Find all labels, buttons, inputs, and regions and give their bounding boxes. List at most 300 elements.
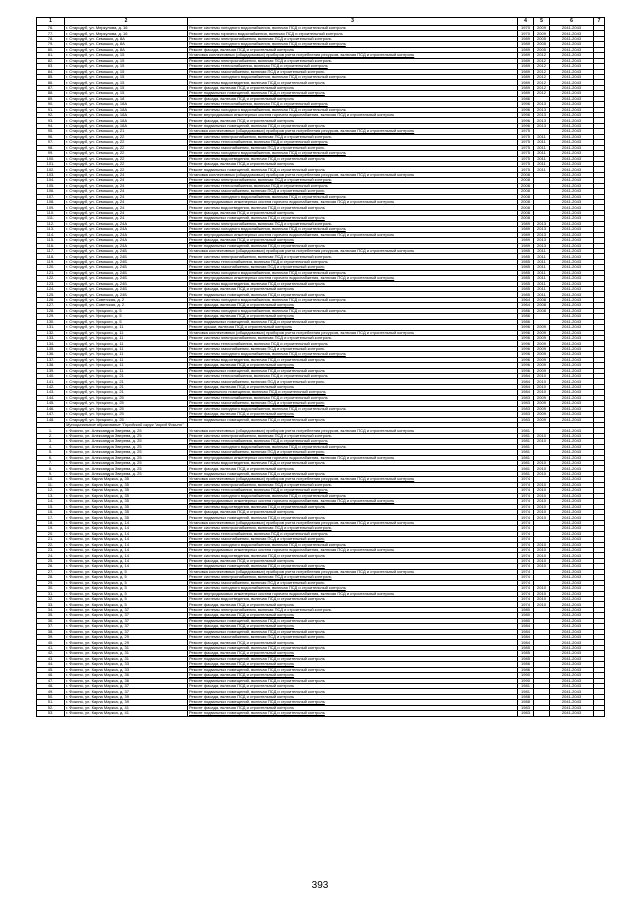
row-number-cell: 47. bbox=[37, 678, 65, 683]
row-number-cell: 21. bbox=[37, 537, 65, 542]
planned-period-cell: 2041-2043 bbox=[550, 254, 594, 259]
address-cell: г. Стародуб, ул. Семашко, д. 24Б bbox=[65, 270, 188, 275]
address-cell: г. Фокино, ул. Александра Зверева, д. 25 bbox=[65, 461, 188, 466]
address-cell: г. Стародуб, ул. Урицкого, д. 5 bbox=[65, 308, 188, 313]
address-cell: г. Фокино, ул. Карла Маркса, д. 33 bbox=[65, 662, 188, 667]
work-type-cell: Ремонт системы газоснабжения, включая ПСД и строительный контроль bbox=[188, 346, 518, 351]
address-cell: г. Фокино, ул. Карла Маркса, д. 41 bbox=[65, 711, 188, 716]
year-built-cell: 1981 bbox=[518, 444, 534, 449]
address-cell: г. Фокино, ул. Карла Маркса, д. 5 bbox=[65, 591, 188, 596]
work-type-cell: Ремонт подвальных помещений, включая ПСД и строительный контроль bbox=[188, 417, 518, 422]
year-last-repair-cell: 2011 bbox=[534, 254, 550, 259]
address-cell: г. Фокино, ул. Александра Зверева, д. 25 bbox=[65, 471, 188, 476]
planned-period-cell: 2041-2043 bbox=[550, 531, 594, 536]
address-cell: г. Фокино, ул. Карла Маркса, д. 37 bbox=[65, 624, 188, 629]
planned-period-cell: 2041-2043 bbox=[550, 303, 594, 308]
planned-period-cell: 2041-2043 bbox=[550, 548, 594, 553]
work-type-cell: Ремонт системы холодного водоснабжения, включая ПСД и строительный контроль bbox=[188, 542, 518, 547]
planned-period-cell: 2041-2043 bbox=[550, 509, 594, 514]
row-number-cell: 33. bbox=[37, 602, 65, 607]
row-number-cell: 140. bbox=[37, 374, 65, 379]
year-last-repair-cell: 2010 bbox=[534, 384, 550, 389]
row-number-cell: 45. bbox=[37, 667, 65, 672]
planned-period-cell: 2041-2043 bbox=[550, 379, 594, 384]
year-built-cell: 1981 bbox=[518, 683, 534, 688]
row-number-cell: 37. bbox=[37, 624, 65, 629]
address-cell: г. Стародуб, ул. Семашко, д. 15 bbox=[65, 74, 188, 79]
address-cell: г. Стародуб, ул. Семашко, д. 22 bbox=[65, 156, 188, 161]
year-last-repair-cell: 2010 bbox=[534, 379, 550, 384]
work-type-cell: Ремонт системы электроснабжения, включая ПСД и строительный контроль bbox=[188, 58, 518, 63]
planned-period-cell: 2041-2043 bbox=[550, 248, 594, 253]
year-last-repair-cell: 2009 bbox=[534, 357, 550, 362]
address-cell: г. Стародуб, ул. Семашко, д. 22 bbox=[65, 161, 188, 166]
year-last-repair-cell: 2011 bbox=[534, 265, 550, 270]
address-cell: г. Стародуб, ул. Семашко, д. 24 bbox=[65, 183, 188, 188]
year-last-repair-cell: 2010 bbox=[534, 461, 550, 466]
work-type-cell: Ремонт системы электроснабжения, включая ПСД и строительный контроль bbox=[188, 134, 518, 139]
work-type-cell: Ремонт фасада, включая ПСД и строительный контроль bbox=[188, 96, 518, 101]
year-last-repair-cell: 2011 bbox=[534, 270, 550, 275]
planned-period-cell: 2041-2043 bbox=[550, 466, 594, 471]
row-number-cell: 91. bbox=[37, 107, 65, 112]
planned-period-cell: 2041-2043 bbox=[550, 689, 594, 694]
row-number-cell: 133. bbox=[37, 335, 65, 340]
work-type-cell: Ремонт системы холодного водоснабжения, включая ПСД и строительный контроль bbox=[188, 444, 518, 449]
work-type-cell: Ремонт внутридомовых инженерных систем горячего водоснабжения, включая ПСД и строительный контроль bbox=[188, 548, 518, 553]
year-built-cell: 1985 bbox=[518, 645, 534, 650]
capital-repair-table bbox=[36, 17, 605, 717]
year-last-repair-cell: 2005 bbox=[534, 36, 550, 41]
address-cell: г. Фокино, ул. Карла Маркса, д. 35 bbox=[65, 482, 188, 487]
work-type-cell: Ремонт системы холодного водоснабжения, включая ПСД и строительный контроль bbox=[188, 227, 518, 232]
year-built-cell: 1984 bbox=[518, 379, 534, 384]
year-last-repair-cell: 2005 bbox=[534, 42, 550, 47]
row-number-cell: 87. bbox=[37, 85, 65, 90]
year-last-repair-cell: 2013 bbox=[534, 243, 550, 248]
address-cell: г. Стародуб, ул. Урицкого, д. 11 bbox=[65, 325, 188, 330]
planned-period-cell: 2041-2043 bbox=[550, 564, 594, 569]
planned-period-cell: 2041-2043 bbox=[550, 607, 594, 612]
row-number-cell: 26. bbox=[37, 564, 65, 569]
row-number-cell: 138. bbox=[37, 363, 65, 368]
row-number-cell: 113. bbox=[37, 227, 65, 232]
address-cell: г. Фокино, ул. Карла Маркса, д. 14 bbox=[65, 564, 188, 569]
work-type-cell: Ремонт системы электроснабжения, включая ПСД и строительный контроль bbox=[188, 433, 518, 438]
planned-period-cell: 2041-2043 bbox=[550, 629, 594, 634]
row-number-cell: 17. bbox=[37, 515, 65, 520]
planned-period-cell: 2041-2043 bbox=[550, 69, 594, 74]
row-number-cell: 9. bbox=[37, 471, 65, 476]
work-type-cell: Ремонт системы электроснабжения, включая ПСД и строительный контроль bbox=[188, 254, 518, 259]
work-type-cell: Ремонт системы электроснабжения, включая ПСД и строительный контроль bbox=[188, 607, 518, 612]
work-type-cell: Ремонт системы водоотведения, включая ПСД и строительный контроль bbox=[188, 357, 518, 362]
row-number-cell: 101. bbox=[37, 161, 65, 166]
row-number-cell: 100. bbox=[37, 156, 65, 161]
row-number-cell: 32. bbox=[37, 596, 65, 601]
year-built-cell: 2008 bbox=[518, 205, 534, 210]
year-built-cell: 1996 bbox=[518, 335, 534, 340]
planned-period-cell: 2041-2043 bbox=[550, 221, 594, 226]
row-number-cell: 94. bbox=[37, 123, 65, 128]
work-type-cell: Ремонт системы водоотведения, включая ПСД и строительный контроль bbox=[188, 156, 518, 161]
planned-period-cell: 2041-2043 bbox=[550, 580, 594, 585]
row-number-cell: 39. bbox=[37, 635, 65, 640]
row-number-cell: 103. bbox=[37, 172, 65, 177]
address-cell: г. Фокино, ул. Карла Маркса, д. 31 bbox=[65, 645, 188, 650]
year-built-cell: 1983 bbox=[518, 406, 534, 411]
address-cell: г. Стародуб, ул. Урицкого, д. 11 bbox=[65, 346, 188, 351]
planned-period-cell: 2041-2043 bbox=[550, 42, 594, 47]
planned-period-cell: 2041-2043 bbox=[550, 53, 594, 58]
work-type-cell: Ремонт подвальных помещений, включая ПСД и строительный контроль bbox=[188, 689, 518, 694]
row-number-cell: 106. bbox=[37, 189, 65, 194]
year-built-cell: 1989 bbox=[518, 91, 534, 96]
work-type-cell: Ремонт системы газоснабжения, включая ПСД и строительный контроль bbox=[188, 580, 518, 585]
work-type-cell: Ремонт фасада, включая ПСД и строительный контроль bbox=[188, 363, 518, 368]
address-cell: г. Фокино, ул. Карла Маркса, д. 14 bbox=[65, 526, 188, 531]
year-built-cell: 1989 bbox=[518, 69, 534, 74]
year-built-cell: 1985 bbox=[518, 292, 534, 297]
year-built-cell: 1975 bbox=[518, 145, 534, 150]
year-last-repair-cell: 2010 bbox=[534, 493, 550, 498]
address-cell: г. Стародуб, ул. Урицкого, д. 21 bbox=[65, 390, 188, 395]
year-built-cell: 1989 bbox=[518, 232, 534, 237]
planned-period-cell: 2041-2043 bbox=[550, 210, 594, 215]
work-type-cell: Ремонт системы электроснабжения, включая ПСД и строительный контроль bbox=[188, 221, 518, 226]
year-built-cell: 1985 bbox=[518, 651, 534, 656]
planned-period-cell: 2041-2043 bbox=[550, 656, 594, 661]
planned-period-cell: 2041-2043 bbox=[550, 74, 594, 79]
address-cell: г. Стародуб, ул. Урицкого, д. 11 bbox=[65, 335, 188, 340]
address-cell: г. Стародуб, ул. Семашко, д. 24 bbox=[65, 216, 188, 221]
row-number-cell: 115. bbox=[37, 238, 65, 243]
row-number-cell: 19. bbox=[37, 526, 65, 531]
year-last-repair-cell: 2012 bbox=[534, 85, 550, 90]
year-built-cell: 1996 bbox=[518, 346, 534, 351]
row-number-cell: 108. bbox=[37, 200, 65, 205]
address-cell: г. Стародуб, ул. Семашко, д. 24 bbox=[65, 194, 188, 199]
work-type-cell: Ремонт фасада, включая ПСД и строительный контроль bbox=[188, 412, 518, 417]
address-cell: г. Фокино, ул. Карла Маркса, д. 14 bbox=[65, 531, 188, 536]
work-type-cell: Ремонт системы газоснабжения, включая ПСД и строительный контроль bbox=[188, 379, 518, 384]
header-cell: 5 bbox=[534, 18, 550, 26]
address-cell: г. Стародуб, ул. Меркулова, д. 16 bbox=[65, 31, 188, 36]
year-last-repair-cell: 2013 bbox=[534, 232, 550, 237]
work-type-cell: Ремонт фасада, включая ПСД и строительный контроль bbox=[188, 118, 518, 123]
row-number-cell: 80. bbox=[37, 47, 65, 52]
planned-period-cell: 2041-2043 bbox=[550, 428, 594, 433]
year-built-cell: 1974 bbox=[518, 553, 534, 558]
address-cell: г. Стародуб, ул. Семашко, д. 18А bbox=[65, 123, 188, 128]
work-type-cell: Ремонт подвальных помещений, включая ПСД и строительный контроль bbox=[188, 700, 518, 705]
work-type-cell: Ремонт подвальных помещений, включая ПСД и строительный контроль bbox=[188, 678, 518, 683]
work-type-cell: Ремонт системы газоснабжения, включая ПСД и строительный контроль bbox=[188, 189, 518, 194]
address-cell: г. Стародуб, ул. Советская, д. 2 bbox=[65, 297, 188, 302]
planned-period-cell: 2041-2043 bbox=[550, 683, 594, 688]
row-number-cell: 41. bbox=[37, 645, 65, 650]
year-last-repair-cell: 2010 bbox=[534, 558, 550, 563]
address-cell: г. Фокино, ул. Александра Зверева, д. 25 bbox=[65, 433, 188, 438]
work-type-cell: Ремонт системы электроснабжения, включая ПСД и строительный контроль bbox=[188, 526, 518, 531]
row-number-cell: 116. bbox=[37, 243, 65, 248]
planned-period-cell: 2041-2043 bbox=[550, 341, 594, 346]
row-number-cell: 34. bbox=[37, 607, 65, 612]
planned-period-cell: 2041-2043 bbox=[550, 493, 594, 498]
work-type-cell: Ремонт подвальных помещений, включая ПСД и строительный контроль bbox=[188, 243, 518, 248]
row-number-cell: 134. bbox=[37, 341, 65, 346]
year-built-cell: 1974 bbox=[518, 493, 534, 498]
year-built-cell: 1996 bbox=[518, 118, 534, 123]
year-built-cell: 1996 bbox=[518, 325, 534, 330]
planned-period-cell: 2041-2043 bbox=[550, 297, 594, 302]
year-last-repair-cell: 2010 bbox=[534, 548, 550, 553]
row-number-cell: 20. bbox=[37, 531, 65, 536]
planned-period-cell: 2041-2043 bbox=[550, 281, 594, 286]
address-cell: г. Стародуб, ул. Семашко, д. 21 bbox=[65, 129, 188, 134]
work-type-cell: Ремонт подвальных помещений, включая ПСД и строительный контроль bbox=[188, 167, 518, 172]
address-cell: г. Стародуб, ул. Семашко, д. 18А bbox=[65, 107, 188, 112]
row-number-cell: 123. bbox=[37, 281, 65, 286]
row-number-cell: 51. bbox=[37, 700, 65, 705]
row-number-cell: 148. bbox=[37, 417, 65, 422]
planned-period-cell: 2041-2043 bbox=[550, 700, 594, 705]
row-number-cell: 5. bbox=[37, 450, 65, 455]
planned-period-cell: 2041-2043 bbox=[550, 602, 594, 607]
row-number-cell: 6. bbox=[37, 455, 65, 460]
row-number-cell: 27. bbox=[37, 569, 65, 574]
work-type-cell: Ремонт системы холодного водоснабжения, включая ПСД и строительный контроль bbox=[188, 151, 518, 156]
address-cell: г. Стародуб, ул. Семашко, д. 24А bbox=[65, 238, 188, 243]
planned-period-cell: 2041-2043 bbox=[550, 439, 594, 444]
planned-period-cell: 2041-2043 bbox=[550, 156, 594, 161]
planned-period-cell: 2041-2043 bbox=[550, 667, 594, 672]
year-last-repair-cell: 2011 bbox=[534, 292, 550, 297]
planned-period-cell: 2041-2043 bbox=[550, 450, 594, 455]
planned-period-cell: 2041-2043 bbox=[550, 384, 594, 389]
work-type-cell: Ремонт подвальных помещений, включая ПСД и строительный контроль bbox=[188, 667, 518, 672]
planned-period-cell: 2041-2043 bbox=[550, 308, 594, 313]
address-cell: г. Стародуб, ул. Урицкого, д. 11 bbox=[65, 341, 188, 346]
row-number-cell: 25. bbox=[37, 558, 65, 563]
planned-period-cell: 2041-2043 bbox=[550, 455, 594, 460]
row-number-cell: 49. bbox=[37, 689, 65, 694]
row-number-cell: 8. bbox=[37, 466, 65, 471]
row-number-cell: 128. bbox=[37, 308, 65, 313]
row-number-cell: 120. bbox=[37, 265, 65, 270]
address-cell: г. Фокино, ул. Карла Маркса, д. 37 bbox=[65, 618, 188, 623]
work-type-cell: Ремонт системы водоотведения, включая ПСД и строительный контроль bbox=[188, 596, 518, 601]
address-cell: г. Стародуб, ул. Урицкого, д. 25 bbox=[65, 401, 188, 406]
year-built-cell: 1981 bbox=[518, 461, 534, 466]
row-number-cell: 84. bbox=[37, 69, 65, 74]
row-number-cell: 145. bbox=[37, 401, 65, 406]
year-last-repair-cell: 2010 bbox=[534, 602, 550, 607]
work-type-cell: Ремонт подвальных помещений, включая ПСД и строительный контроль bbox=[188, 292, 518, 297]
year-built-cell: 1974 bbox=[518, 482, 534, 487]
row-number-cell: 31. bbox=[37, 591, 65, 596]
planned-period-cell: 2041-2043 bbox=[550, 352, 594, 357]
address-cell: г. Фокино, ул. Карла Маркса, д. 39 bbox=[65, 700, 188, 705]
planned-period-cell: 2041-2043 bbox=[550, 265, 594, 270]
year-last-repair-cell: 2009 bbox=[534, 395, 550, 400]
year-built-cell: 1985 bbox=[518, 287, 534, 292]
year-built-cell: 1974 bbox=[518, 537, 534, 542]
year-last-repair-cell: 2010 bbox=[534, 504, 550, 509]
planned-period-cell: 2041-2043 bbox=[550, 613, 594, 618]
planned-period-cell: 2041-2043 bbox=[550, 635, 594, 640]
address-cell: г. Стародуб, ул. Урицкого, д. 11 bbox=[65, 330, 188, 335]
year-built-cell: 1989 bbox=[518, 74, 534, 79]
year-built-cell: 2008 bbox=[518, 200, 534, 205]
year-built-cell: 1985 bbox=[518, 265, 534, 270]
address-cell: г. Стародуб, ул. Семашко, д. 24 bbox=[65, 172, 188, 177]
year-built-cell: 1989 bbox=[518, 243, 534, 248]
planned-period-cell: 2041-2043 bbox=[550, 471, 594, 476]
address-cell: г. Стародуб, ул. Семашко, д. 15 bbox=[65, 85, 188, 90]
planned-period-cell: 2041-2043 bbox=[550, 287, 594, 292]
work-type-cell: Ремонт системы водоотведения, включая ПСД и строительный контроль bbox=[188, 80, 518, 85]
address-cell: г. Стародуб, ул. Семашко, д. 22 bbox=[65, 167, 188, 172]
address-cell: г. Фокино, ул. Александра Зверева, д. 25 bbox=[65, 428, 188, 433]
year-built-cell: 1974 bbox=[518, 548, 534, 553]
row-number-cell: 18. bbox=[37, 520, 65, 525]
work-type-cell: Ремонт фасада, включая ПСД и строительный контроль bbox=[188, 303, 518, 308]
work-type-cell: Ремонт системы теплоснабжения, включая ПСД и строительный контроль bbox=[188, 183, 518, 188]
address-cell: г. Стародуб, ул. Семашко, д. 15 bbox=[65, 69, 188, 74]
year-built-cell: 1986 bbox=[518, 314, 534, 319]
year-built-cell: 1985 bbox=[518, 248, 534, 253]
address-cell: г. Фокино, ул. Карла Маркса, д. 31 bbox=[65, 656, 188, 661]
year-built-cell: 1996 bbox=[518, 113, 534, 118]
row-number-cell: 96. bbox=[37, 134, 65, 139]
year-last-repair-cell: 2010 bbox=[534, 482, 550, 487]
work-type-cell: Ремонт фасада, включая ПСД и строительный контроль bbox=[188, 651, 518, 656]
address-cell: г. Стародуб, ул. Меркулова, д. 16 bbox=[65, 26, 188, 31]
planned-period-cell: 2041-2043 bbox=[550, 200, 594, 205]
year-built-cell: 1984 bbox=[518, 384, 534, 389]
year-built-cell: 1989 bbox=[518, 58, 534, 63]
address-cell: г. Стародуб, ул. Семашко, д. 22 bbox=[65, 145, 188, 150]
planned-period-cell: 2041-2043 bbox=[550, 575, 594, 580]
work-type-cell: Установка коллективных (общедомовых) приборов учета потребления ресурсов, включая ПСД и строительный контроль bbox=[188, 53, 518, 58]
row-number-cell: 132. bbox=[37, 330, 65, 335]
year-last-repair-cell: 2010 bbox=[534, 564, 550, 569]
work-type-cell: Ремонт фасада, включая ПСД и строительный контроль bbox=[188, 287, 518, 292]
work-type-cell: Ремонт системы теплоснабжения, включая ПСД и строительный контроль bbox=[188, 374, 518, 379]
address-cell: г. Фокино, ул. Карла Маркса, д. 29 bbox=[65, 635, 188, 640]
year-last-repair-cell: 2012 bbox=[534, 91, 550, 96]
work-type-cell: Ремонт системы водоотведения, включая ПСД и строительный контроль bbox=[188, 205, 518, 210]
year-built-cell: 1970 bbox=[518, 26, 534, 31]
planned-period-cell: 2041-2043 bbox=[550, 134, 594, 139]
row-number-cell: 15. bbox=[37, 504, 65, 509]
year-built-cell: 1989 bbox=[518, 227, 534, 232]
address-cell: г. Фокино, ул. Александра Зверева, д. 25 bbox=[65, 450, 188, 455]
year-last-repair-cell: 2013 bbox=[534, 227, 550, 232]
work-type-cell: Ремонт системы газоснабжения, включая ПСД и строительный контроль bbox=[188, 450, 518, 455]
address-cell: г. Фокино, ул. Александра Зверева, д. 25 bbox=[65, 455, 188, 460]
year-built-cell: 1980 bbox=[518, 607, 534, 612]
year-last-repair-cell: 2012 bbox=[534, 69, 550, 74]
year-built-cell: 1986 bbox=[518, 96, 534, 101]
work-type-cell: Ремонт системы теплоснабжения, включая ПСД и строительный контроль bbox=[188, 488, 518, 493]
work-type-cell: Ремонт подвальных помещений, включая ПСД и строительный контроль bbox=[188, 368, 518, 373]
year-built-cell: 1985 bbox=[518, 259, 534, 264]
year-last-repair-cell: 2013 bbox=[534, 113, 550, 118]
row-number-cell: 14. bbox=[37, 499, 65, 504]
year-built-cell: 1985 bbox=[518, 656, 534, 661]
document-sheet bbox=[36, 17, 604, 717]
year-built-cell: 1974 bbox=[518, 602, 534, 607]
table-row bbox=[37, 711, 605, 716]
work-type-cell: Установка коллективных (общедомовых) приборов учета потребления ресурсов, включая ПСД и строительный контроль bbox=[188, 477, 518, 482]
work-type-cell: Ремонт фасада, включая ПСД и строительный контроль bbox=[188, 161, 518, 166]
address-cell: г. Фокино, ул. Карла Маркса, д. 5 bbox=[65, 586, 188, 591]
row-number-cell: 102. bbox=[37, 167, 65, 172]
address-cell: г. Стародуб, ул. Семашко, д. 24Б bbox=[65, 292, 188, 297]
planned-period-cell: 2041-2043 bbox=[550, 102, 594, 107]
year-last-repair-cell: 2009 bbox=[534, 26, 550, 31]
work-type-cell: Ремонт подвальных помещений, включая ПСД и строительный контроль bbox=[188, 91, 518, 96]
year-built-cell: 1984 bbox=[518, 624, 534, 629]
planned-period-cell: 2041-2043 bbox=[550, 26, 594, 31]
work-type-cell: Ремонт системы теплоснабжения, включая ПСД и строительный контроль bbox=[188, 341, 518, 346]
work-type-cell: Ремонт системы холодного водоснабжения, включая ПСД и строительный контроль bbox=[188, 194, 518, 199]
address-cell: г. Фокино, ул. Карла Маркса, д. 14 bbox=[65, 537, 188, 542]
planned-period-cell: 2041-2043 bbox=[550, 276, 594, 281]
row-number-cell: 97. bbox=[37, 140, 65, 145]
row-number-cell: 92. bbox=[37, 113, 65, 118]
work-type-cell: Ремонт крыши, включая ПСД и строительный контроль bbox=[188, 325, 518, 330]
work-type-cell: Ремонт системы газоснабжения, включая ПСД и строительный контроль bbox=[188, 145, 518, 150]
row-number-cell: 95. bbox=[37, 129, 65, 134]
row-number-cell: 82. bbox=[37, 58, 65, 63]
work-type-cell: Ремонт системы теплоснабжения, включая ПСД и строительный контроль bbox=[188, 439, 518, 444]
year-built-cell: 1974 bbox=[518, 575, 534, 580]
year-built-cell: 1996 bbox=[518, 330, 534, 335]
row-number-cell: 98. bbox=[37, 145, 65, 150]
planned-period-cell: 2041-2043 bbox=[550, 537, 594, 542]
address-cell: г. Стародуб, ул. Семашко, д. 18А bbox=[65, 113, 188, 118]
address-cell: г. Фокино, ул. Карла Маркса, д. 39 bbox=[65, 694, 188, 699]
year-last-repair-cell: 2009 bbox=[534, 406, 550, 411]
planned-period-cell: 2041-2043 bbox=[550, 31, 594, 36]
address-cell: г. Фокино, ул. Карла Маркса, д. 37 bbox=[65, 607, 188, 612]
year-built-cell: 1974 bbox=[518, 531, 534, 536]
planned-period-cell: 2041-2043 bbox=[550, 259, 594, 264]
year-built-cell: 1996 bbox=[518, 341, 534, 346]
address-cell: г. Фокино, ул. Карла Маркса, д. 41 bbox=[65, 705, 188, 710]
planned-period-cell: 2041-2043 bbox=[550, 227, 594, 232]
row-number-cell: 76. bbox=[37, 26, 65, 31]
year-built-cell: 1984 bbox=[518, 374, 534, 379]
work-type-cell: Ремонт системы теплоснабжения, включая ПСД и строительный контроль bbox=[188, 259, 518, 264]
planned-period-cell: 2041-2043 bbox=[550, 129, 594, 134]
work-type-cell: Ремонт подвальных помещений, включая ПСД и строительный контроль bbox=[188, 629, 518, 634]
planned-period-cell: 2041-2043 bbox=[550, 118, 594, 123]
row-number-cell: 10. bbox=[37, 477, 65, 482]
year-built-cell: 2008 bbox=[518, 172, 534, 177]
address-cell: г. Фокино, ул. Карла Маркса, д. 35 bbox=[65, 509, 188, 514]
year-built-cell: 1983 bbox=[518, 711, 534, 716]
work-type-cell: Ремонт подвальных помещений, включая ПСД и строительный контроль bbox=[188, 319, 518, 324]
address-cell: г. Фокино, ул. Карла Маркса, д. 5 bbox=[65, 575, 188, 580]
planned-period-cell: 2041-2043 bbox=[550, 520, 594, 525]
year-last-repair-cell: 2011 bbox=[534, 161, 550, 166]
row-number-cell: 107. bbox=[37, 194, 65, 199]
year-built-cell: 1984 bbox=[518, 640, 534, 645]
